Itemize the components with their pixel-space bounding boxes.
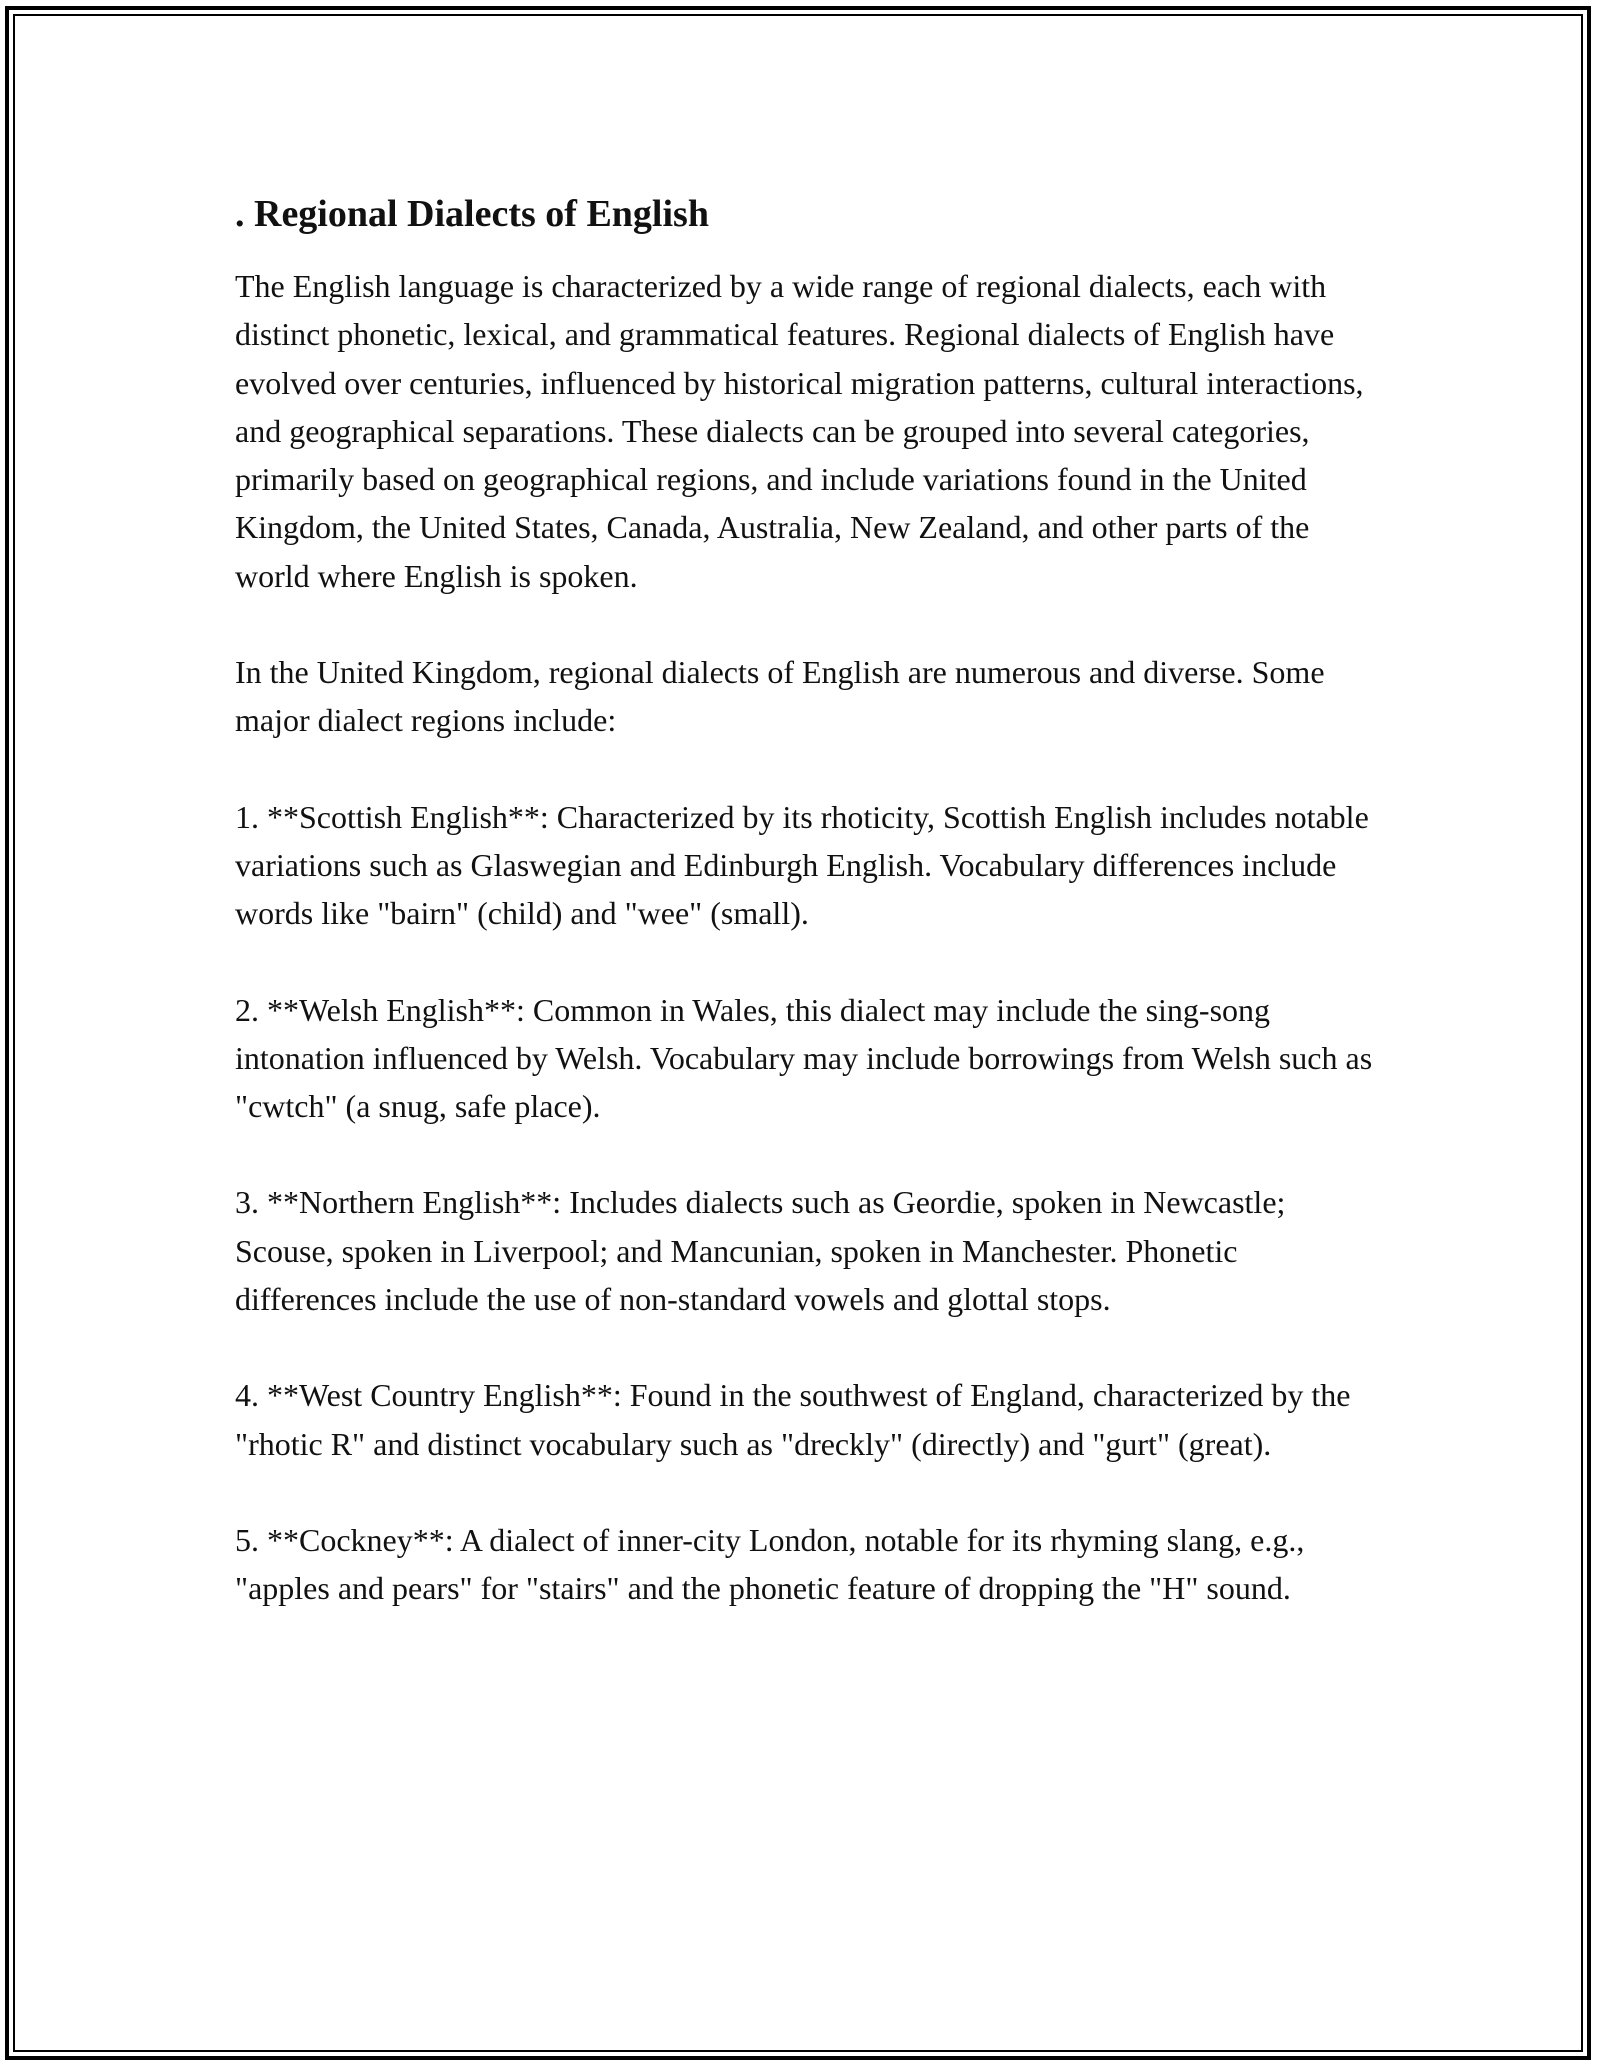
document-body (235, 188, 1375, 1661)
document-title: . Regional Dialects of English (235, 193, 709, 235)
cockney-item: 5. **Cockney**: A dialect of inner-city London, notable for its rhyming slang, e.g., "apples and pears" for "stairs" and the phonetic feature of dropping the "H" sound. (235, 1521, 1305, 1607)
northern-english-item: 3. **Northern English**: Includes dialects such as Geordie, spoken in Newcastle; Scouse, spoken in Liverpool; and Mancunian, spoken in Manchester. Phonetic differences include the use of non-standard vowels and glottal stops. (235, 1184, 1286, 1318)
intro-paragraph: The English language is characterized by a wide range of regional dialects, each with distinct phonetic, lexical, and grammatical features. Regional dialects of English have evolved over centuries, influenced by historical migration patterns, cultural interactions, and geographical separations. These dialects can be grouped into several categories, primarily based on geographical regions, and include variations found in the United Kingdom, the United States, Canada, Australia, New Zealand, and other parts of the world where English is spoken. (235, 268, 1364, 594)
scottish-english-item: 1. **Scottish English**: Characterized by its rhoticity, Scottish English includes notable variations such as Glaswegian and Edinburgh English. Vocabulary differences include words like "bairn" (child) and "wee" (small). (235, 798, 1369, 932)
uk-dialects-paragraph: In the United Kingdom, regional dialects of English are numerous and diverse. Some major dialect regions include: (235, 654, 1325, 739)
west-country-english-item: 4. **West Country English**: Found in the southwest of England, characterized by the "rhotic R" and distinct vocabulary such as "dreckly" (directly) and "gurt" (great). (235, 1377, 1351, 1462)
welsh-english-item: 2. **Welsh English**: Common in Wales, this dialect may include the sing-song intonation influenced by Welsh. Vocabulary may include borrowings from Welsh such as "cwtch" (a snug, safe place). (235, 991, 1373, 1125)
